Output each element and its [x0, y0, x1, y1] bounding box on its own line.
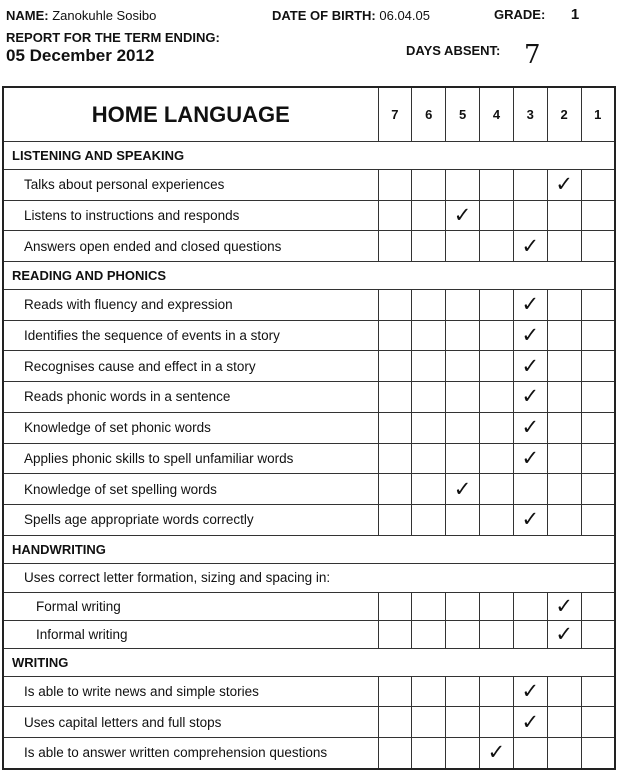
criterion-label: Knowledge of set spelling words	[3, 474, 378, 505]
level-cell	[547, 382, 581, 413]
term-label: REPORT FOR THE TERM ENDING:	[6, 30, 220, 45]
level-cell	[547, 290, 581, 321]
criterion-label: Is able to write news and simple stories	[3, 676, 378, 707]
level-cell	[581, 707, 615, 738]
level-cell	[480, 412, 514, 443]
level-cell	[581, 620, 615, 648]
subheading-row	[3, 563, 615, 592]
level-cell	[547, 737, 581, 768]
level-cell	[480, 620, 514, 648]
level-cell	[446, 592, 480, 620]
criterion-label: Reads phonic words in a sentence	[3, 382, 378, 413]
level-cell	[480, 443, 514, 474]
level-cell	[446, 676, 480, 707]
check-mark-icon: ✓	[513, 320, 547, 351]
level-cell	[547, 707, 581, 738]
criterion-label: Is able to answer written comprehension questions	[3, 737, 378, 768]
level-cell	[412, 474, 446, 505]
level-cell	[446, 351, 480, 382]
level-cell	[446, 707, 480, 738]
table-row	[3, 707, 615, 738]
table-row	[3, 231, 615, 262]
criterion-label: Informal writing	[3, 620, 378, 648]
level-cell	[446, 412, 480, 443]
level-cell	[412, 200, 446, 231]
level-cell	[513, 474, 547, 505]
table-row	[3, 320, 615, 351]
level-cell	[446, 170, 480, 201]
section-row	[3, 142, 615, 170]
section-heading: LISTENING AND SPEAKING	[3, 142, 615, 170]
table-row	[3, 290, 615, 321]
level-cell	[412, 504, 446, 535]
level-cell	[581, 170, 615, 201]
level-header: 4	[480, 87, 514, 142]
level-cell	[412, 170, 446, 201]
level-cell	[581, 443, 615, 474]
level-cell	[547, 474, 581, 505]
criterion-label: Formal writing	[3, 592, 378, 620]
level-cell	[581, 412, 615, 443]
check-mark-icon: ✓	[513, 412, 547, 443]
check-mark-icon: ✓	[513, 504, 547, 535]
days-absent-field	[406, 32, 541, 70]
level-cell	[480, 474, 514, 505]
level-cell	[480, 707, 514, 738]
level-cell	[581, 200, 615, 231]
level-cell	[446, 737, 480, 768]
level-cell	[513, 620, 547, 648]
section-row	[3, 262, 615, 290]
table-row	[3, 170, 615, 201]
table-row	[3, 504, 615, 535]
check-mark-icon: ✓	[446, 474, 480, 505]
criterion-label: Applies phonic skills to spell unfamiliar words	[3, 443, 378, 474]
level-cell	[412, 320, 446, 351]
name-label: NAME:	[6, 8, 49, 23]
check-mark-icon: ✓	[513, 443, 547, 474]
level-cell	[378, 504, 412, 535]
check-mark-icon: ✓	[513, 707, 547, 738]
check-mark-icon: ✓	[547, 620, 581, 648]
table-row	[3, 676, 615, 707]
table-row	[3, 412, 615, 443]
level-cell	[480, 290, 514, 321]
level-cell	[547, 443, 581, 474]
level-cell	[547, 412, 581, 443]
level-cell	[412, 737, 446, 768]
level-cell	[581, 320, 615, 351]
level-cell	[378, 737, 412, 768]
days-absent-value: 7	[524, 40, 541, 70]
level-cell	[547, 676, 581, 707]
section-heading: READING AND PHONICS	[3, 262, 615, 290]
level-cell	[378, 707, 412, 738]
grade-label: GRADE:	[494, 7, 546, 22]
check-mark-icon: ✓	[513, 382, 547, 413]
student-name: Zanokuhle Sosibo	[52, 8, 157, 23]
level-cell	[513, 170, 547, 201]
level-cell	[581, 474, 615, 505]
level-cell	[446, 320, 480, 351]
level-cell	[378, 351, 412, 382]
section-heading: HANDWRITING	[3, 535, 615, 563]
table-header-row	[3, 87, 615, 142]
level-cell	[412, 707, 446, 738]
check-mark-icon: ✓	[513, 351, 547, 382]
table-row	[3, 592, 615, 620]
level-cell	[581, 351, 615, 382]
table-row	[3, 351, 615, 382]
section-row	[3, 648, 615, 676]
level-cell	[480, 200, 514, 231]
level-cell	[581, 737, 615, 768]
check-mark-icon: ✓	[547, 592, 581, 620]
table-row	[3, 382, 615, 413]
level-cell	[480, 504, 514, 535]
level-cell	[412, 382, 446, 413]
criterion-label: Identifies the sequence of events in a story	[3, 320, 378, 351]
level-cell	[446, 382, 480, 413]
level-cell	[547, 231, 581, 262]
level-cell	[446, 290, 480, 321]
criterion-label: Spells age appropriate words correctly	[3, 504, 378, 535]
home-language-table	[2, 86, 616, 770]
level-cell	[513, 737, 547, 768]
level-cell	[378, 474, 412, 505]
level-cell	[378, 170, 412, 201]
table-row	[3, 443, 615, 474]
check-mark-icon: ✓	[446, 200, 480, 231]
level-cell	[378, 443, 412, 474]
level-cell	[412, 290, 446, 321]
level-cell	[412, 676, 446, 707]
criterion-label: Talks about personal experiences	[3, 170, 378, 201]
criterion-label: Recognises cause and effect in a story	[3, 351, 378, 382]
level-cell	[581, 676, 615, 707]
criterion-label: Listens to instructions and responds	[3, 200, 378, 231]
level-cell	[480, 170, 514, 201]
level-cell	[412, 443, 446, 474]
level-cell	[480, 382, 514, 413]
level-cell	[480, 351, 514, 382]
check-mark-icon: ✓	[513, 676, 547, 707]
level-header: 2	[547, 87, 581, 142]
level-header: 7	[378, 87, 412, 142]
table-row	[3, 200, 615, 231]
table-body	[3, 142, 615, 769]
level-cell	[446, 443, 480, 474]
level-cell	[513, 200, 547, 231]
level-cell	[480, 231, 514, 262]
level-cell	[480, 320, 514, 351]
level-cell	[513, 592, 547, 620]
level-header: 6	[412, 87, 446, 142]
level-cell	[547, 200, 581, 231]
level-cell	[547, 320, 581, 351]
name-field	[6, 8, 156, 23]
level-cell	[446, 620, 480, 648]
check-mark-icon: ✓	[513, 290, 547, 321]
level-cell	[378, 320, 412, 351]
level-cell	[378, 290, 412, 321]
term-date: 05 December 2012	[6, 46, 155, 65]
level-cell	[378, 620, 412, 648]
criterion-label: Knowledge of set phonic words	[3, 412, 378, 443]
dob-field	[272, 8, 430, 23]
level-cell	[581, 290, 615, 321]
table-row	[3, 474, 615, 505]
criterion-label: Reads with fluency and expression	[3, 290, 378, 321]
level-cell	[412, 412, 446, 443]
criterion-label: Answers open ended and closed questions	[3, 231, 378, 262]
level-cell	[581, 231, 615, 262]
level-cell	[412, 620, 446, 648]
level-cell	[378, 676, 412, 707]
level-header: 3	[513, 87, 547, 142]
level-cell	[581, 504, 615, 535]
check-mark-icon: ✓	[547, 170, 581, 201]
level-cell	[581, 382, 615, 413]
level-cell	[480, 592, 514, 620]
grade-value: 1	[570, 6, 580, 23]
level-header: 1	[581, 87, 615, 142]
level-cell	[547, 504, 581, 535]
dob-value: 06.04.05	[379, 8, 430, 23]
level-cell	[581, 592, 615, 620]
level-cell	[378, 200, 412, 231]
level-cell	[412, 592, 446, 620]
level-cell	[378, 592, 412, 620]
table-row	[3, 737, 615, 768]
section-row	[3, 535, 615, 563]
criterion-label: Uses capital letters and full stops	[3, 707, 378, 738]
section-heading: WRITING	[3, 648, 615, 676]
table-row	[3, 620, 615, 648]
days-absent-label: DAYS ABSENT:	[406, 43, 501, 58]
check-mark-icon: ✓	[480, 737, 514, 768]
level-cell	[547, 351, 581, 382]
subheading-label: Uses correct letter formation, sizing and spacing in:	[3, 563, 615, 592]
grade-field	[494, 6, 579, 23]
table-title: HOME LANGUAGE	[3, 87, 378, 142]
level-cell	[378, 382, 412, 413]
level-cell	[378, 231, 412, 262]
level-cell	[378, 412, 412, 443]
level-cell	[480, 676, 514, 707]
check-mark-icon: ✓	[513, 231, 547, 262]
level-cell	[446, 231, 480, 262]
level-cell	[412, 351, 446, 382]
level-cell	[412, 231, 446, 262]
dob-label: DATE OF BIRTH:	[272, 8, 376, 23]
level-cell	[446, 504, 480, 535]
level-header: 5	[446, 87, 480, 142]
